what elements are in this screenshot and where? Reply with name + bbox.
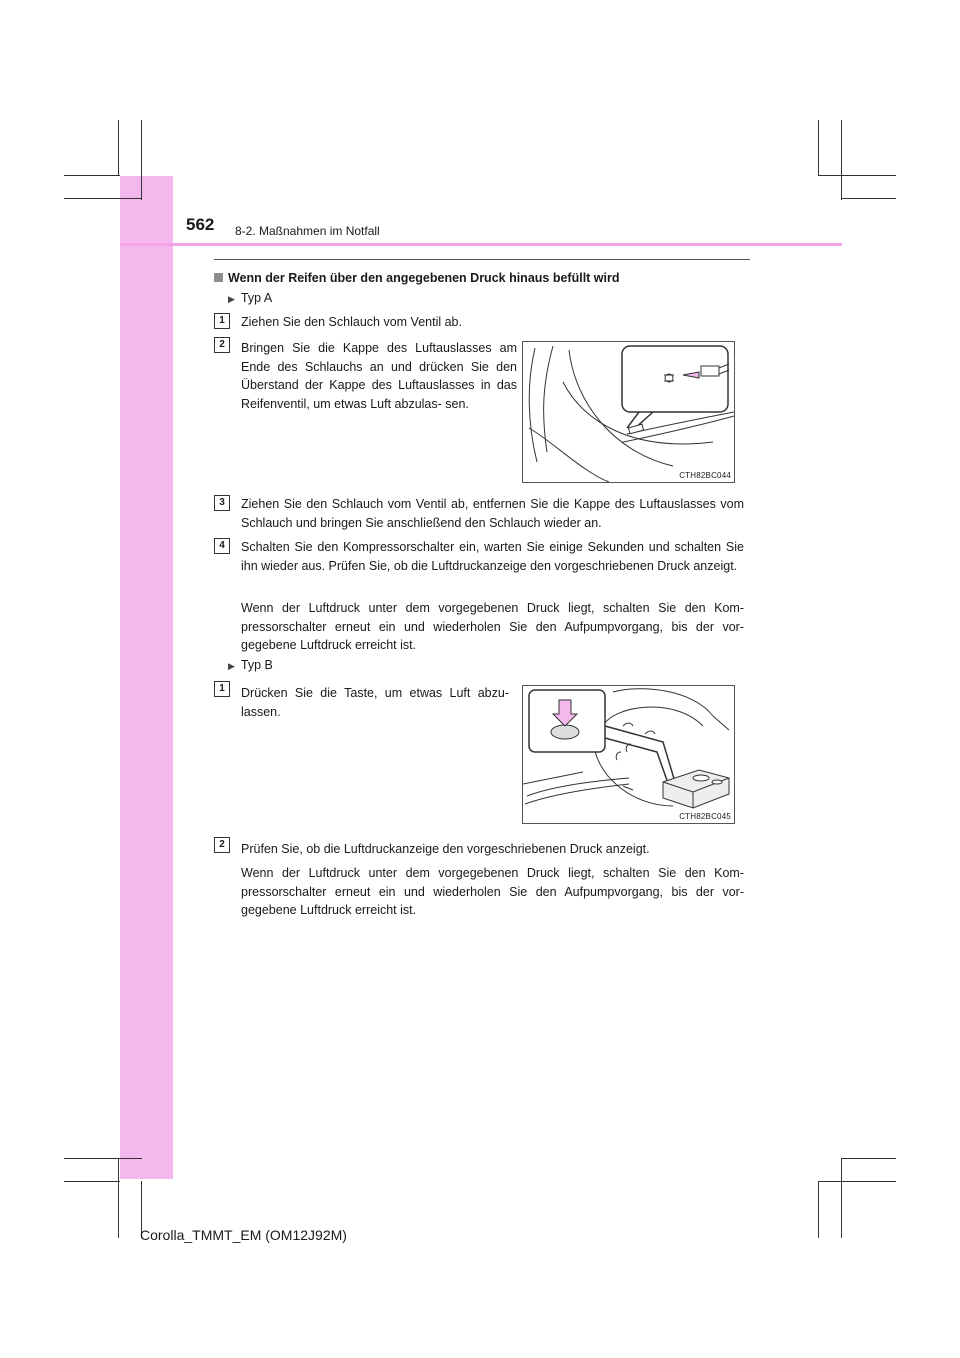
section-heading (214, 271, 620, 285)
page-number: 562 (186, 215, 215, 234)
crop-mark (141, 120, 142, 200)
crop-mark (818, 120, 819, 176)
chapter-color-bar (120, 176, 173, 1179)
step-text: Drücken Sie die Taste, um etwas Luft abzu- lassen. (241, 686, 509, 719)
crop-mark (841, 120, 842, 200)
compressor-illustration (523, 686, 734, 823)
valve-illustration (523, 342, 734, 482)
step-number: 1 (214, 313, 230, 329)
step-text: Ziehen Sie den Schlauch vom Ventil ab. (241, 315, 462, 329)
step-number: 2 (214, 337, 230, 353)
step-text: Ziehen Sie den Schlauch vom Ventil ab, entfernen Sie die Kappe des Luftauslasses vom Schlauch und bringen Sie anschließend den Schlauch wieder an. (241, 497, 744, 530)
crop-mark (841, 1158, 896, 1159)
step-number: 2 (214, 837, 230, 853)
typ-a-text: Typ A (240, 291, 273, 305)
triangle-bullet-icon: ▶ (228, 661, 235, 671)
section-title: 8-2. Maßnahmen im Notfall (235, 224, 380, 238)
crop-mark (64, 175, 120, 176)
crop-mark (818, 175, 896, 176)
crop-mark (64, 1181, 120, 1182)
step-text: Bringen Sie die Kappe des Luftauslasses am Ende des Schlauchs an und drücken Sie den Überstand der Kappe des Luftauslasses in das Reifenventil, um etwas Luft abzulas- sen. (241, 341, 517, 411)
heading-text: Wenn der Reifen über den angegebenen Druck hinaus befüllt wird (228, 271, 620, 285)
figure-code: CTH82BC045 (679, 812, 731, 821)
footer-document-id: Corolla_TMMT_EM (OM12J92M) (140, 1227, 347, 1243)
crop-mark (841, 1158, 842, 1238)
step-text: Schalten Sie den Kompressorschalter ein, warten Sie einige Sekunden und schalten Sie ihn wieder aus. Prüfen Sie, ob die Luftdruckanzeige den vorgeschriebenen Druck anzeigt. (241, 540, 744, 573)
step-number: 1 (214, 681, 230, 697)
crop-mark (818, 1181, 819, 1238)
triangle-bullet-icon: ▶ (228, 294, 235, 304)
step-number: 4 (214, 538, 230, 554)
typ-b-label (228, 658, 273, 672)
figure-code: CTH82BC044 (679, 471, 731, 480)
crop-mark (118, 1158, 119, 1238)
step-text: Prüfen Sie, ob die Luftdruckanzeige den vorgeschriebenen Druck anzeigt. (241, 842, 650, 856)
crop-mark (64, 1158, 142, 1159)
content-rule (214, 259, 750, 260)
square-bullet-icon (214, 273, 223, 282)
header-divider (120, 243, 842, 246)
typ-a-label (228, 291, 272, 305)
figure-typ-a (522, 341, 735, 483)
crop-mark (818, 1181, 896, 1182)
note-text: Wenn der Luftdruck unter dem vorgegebenen Druck liegt, schalten Sie den Kom- pressorschalter erneut ein und wiederholen Sie den Aufpumpvorgang, bis der vor- gegebene Luftdruck erreicht ist. (241, 866, 744, 917)
note-text: Wenn der Luftdruck unter dem vorgegebenen Druck liegt, schalten Sie den Kom- pressorschalter erneut ein und wiederholen Sie den Aufpumpvorgang, bis der vor- gegebene Luftdruck erreicht ist. (241, 601, 744, 652)
step-number: 3 (214, 495, 230, 511)
crop-mark (841, 198, 896, 199)
crop-mark (64, 198, 142, 199)
typ-b-text: Typ B (240, 658, 273, 672)
figure-typ-b (522, 685, 735, 824)
crop-mark (118, 120, 119, 176)
